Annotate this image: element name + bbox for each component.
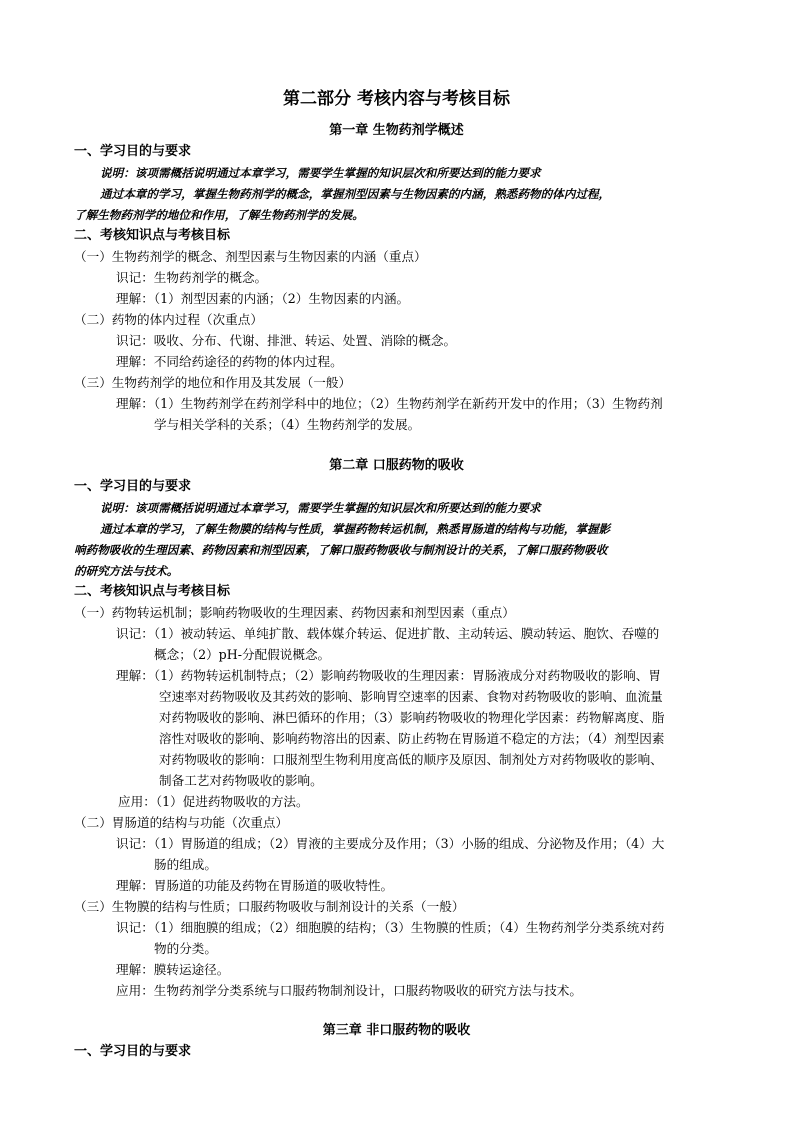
ch2-s1-understand-line-5: 对药物吸收的影响：口服剂型生物利用度高低的顺序及原因、制剂处方对药物吸收的影响、 bbox=[159, 752, 663, 767]
ch2-intro-line-1: 通过本章的学习，了解生物膜的结构与性质，掌握药物转运机制，熟悉胃肠道的结构与功能，掌握影 bbox=[100, 522, 611, 536]
ch2-section-2: （二）胃肠道的结构与功能（次重点） bbox=[74, 815, 289, 830]
ch2-note: 说明：该项需概括说明通过本章学习，需要学生掌握的知识层次和所要达到的能力要求 bbox=[100, 501, 541, 515]
ch2-heading-points: 二、考核知识点与考核目标 bbox=[74, 584, 231, 599]
ch1-s2-recall: 识记：吸收、分布、代谢、排泄、转运、处置、消除的概念。 bbox=[116, 333, 457, 348]
ch1-section-1: （一）生物药剂学的概念、剂型因素与生物因素的内涵（重点） bbox=[74, 249, 427, 264]
ch2-section-1: （一）药物转运机制；影响药物吸收的生理因素、药物因素和剂型因素（重点） bbox=[74, 605, 515, 620]
ch1-s1-understand: 理解：（1）剂型因素的内涵；（2）生物因素的内涵。 bbox=[116, 291, 410, 306]
ch1-section-2: （二）药物的体内过程（次重点） bbox=[74, 312, 263, 327]
chapter-3-title: 第三章 非口服药物的吸收 bbox=[322, 1023, 471, 1038]
ch2-s1-apply: 应用：（1）促进药物吸收的方法。 bbox=[118, 794, 309, 809]
ch2-s2-understand: 理解：胃肠道的功能及药物在胃肠道的吸收特性。 bbox=[116, 878, 394, 893]
ch2-s1-understand-line-1: 理解：（1）药物转运机制特点；（2）影响药物吸收的生理因素：胃肠液成分对药物吸收的影响、胃 bbox=[116, 668, 661, 683]
ch2-s3-understand: 理解：膜转运途径。 bbox=[116, 962, 230, 977]
ch2-s2-recall-line-2: 肠的组成。 bbox=[154, 857, 217, 872]
ch1-s3-understand-line-2: 学与相关学科的关系；（4）生物药剂学的发展。 bbox=[154, 417, 421, 432]
ch2-s1-recall-line-1: 识记：（1）被动转运、单纯扩散、载体媒介转运、促进扩散、主动转运、膜动转运、胞饮、吞噬的 bbox=[116, 626, 660, 641]
ch2-s3-recall-line-2: 物的分类。 bbox=[154, 941, 217, 956]
ch1-section-3: （三）生物药剂学的地位和作用及其发展（一般） bbox=[74, 375, 352, 390]
ch2-s3-recall-line-1: 识记：（1）细胞膜的组成；（2）细胞膜的结构；（3）生物膜的性质；（4）生物药剂学分类系统对药 bbox=[116, 920, 665, 935]
ch2-heading-goals: 一、学习目的与要求 bbox=[74, 479, 192, 494]
ch1-intro-line-1: 通过本章的学习，掌握生物药剂学的概念，掌握剂型因素与生物因素的内涵，熟悉药物的体内过程， bbox=[100, 187, 611, 201]
ch2-s1-recall-line-2: 概念；（2）pH-分配假说概念。 bbox=[154, 647, 331, 662]
ch1-heading-points: 二、考核知识点与考核目标 bbox=[74, 228, 231, 243]
ch2-intro-line-3: 的研究方法与技术。 bbox=[74, 564, 179, 578]
ch3-heading-goals: 一、学习目的与要求 bbox=[74, 1044, 192, 1059]
ch1-intro-line-2: 了解生物药剂学的地位和作用，了解生物药剂学的发展。 bbox=[74, 208, 364, 222]
ch2-s1-understand-line-4: 溶性对吸收的影响、影响药物溶出的因素、防止药物在胃肠道不稳定的方法；（4）剂型因素 bbox=[159, 731, 665, 746]
chapter-1-title: 第一章 生物药剂学概述 bbox=[329, 123, 464, 138]
ch2-s1-understand-line-2: 空速率对药物吸收及其药效的影响、影响胃空速率的因素、食物对药物吸收的影响、血流量 bbox=[159, 689, 663, 704]
ch1-note: 说明：该项需概括说明通过本章学习，需要学生掌握的知识层次和所要达到的能力要求 bbox=[100, 166, 541, 180]
ch2-s1-understand-line-3: 对药物吸收的影响、淋巴循环的作用；（3）影响药物吸收的物理化学因素：药物解离度、脂 bbox=[159, 710, 665, 725]
part-title: 第二部分 考核内容与考核目标 bbox=[283, 89, 510, 109]
ch2-s2-recall-line-1: 识记：（1）胃肠道的组成；（2）胃液的主要成分及作用；（3）小肠的组成、分泌物及作用；（4）大 bbox=[116, 836, 665, 851]
ch1-s2-understand: 理解：不同给药途径的药物的体内过程。 bbox=[116, 354, 343, 369]
ch2-intro-line-2: 响药物吸收的生理因素、药物因素和剂型因素，了解口服药物吸收与制剂设计的关系，了解口服药物吸收 bbox=[74, 543, 608, 557]
ch2-section-3: （三）生物膜的结构与性质；口服药物吸收与制剂设计的关系（一般） bbox=[74, 899, 465, 914]
ch1-s3-understand-line-1: 理解：（1）生物药剂学在药剂学科中的地位；（2）生物药剂学在新药开发中的作用；（3）生物药剂 bbox=[116, 396, 663, 411]
ch1-heading-goals: 一、学习目的与要求 bbox=[74, 144, 192, 159]
ch2-s1-understand-line-6: 制备工艺对药物吸收的影响。 bbox=[159, 773, 323, 788]
ch1-s1-recall: 识记：生物药剂学的概念。 bbox=[116, 270, 268, 285]
ch2-s3-apply: 应用：生物药剂学分类系统与口服药物制剂设计，口服药物吸收的研究方法与技术。 bbox=[116, 983, 582, 998]
chapter-2-title: 第二章 口服药物的吸收 bbox=[329, 458, 464, 473]
